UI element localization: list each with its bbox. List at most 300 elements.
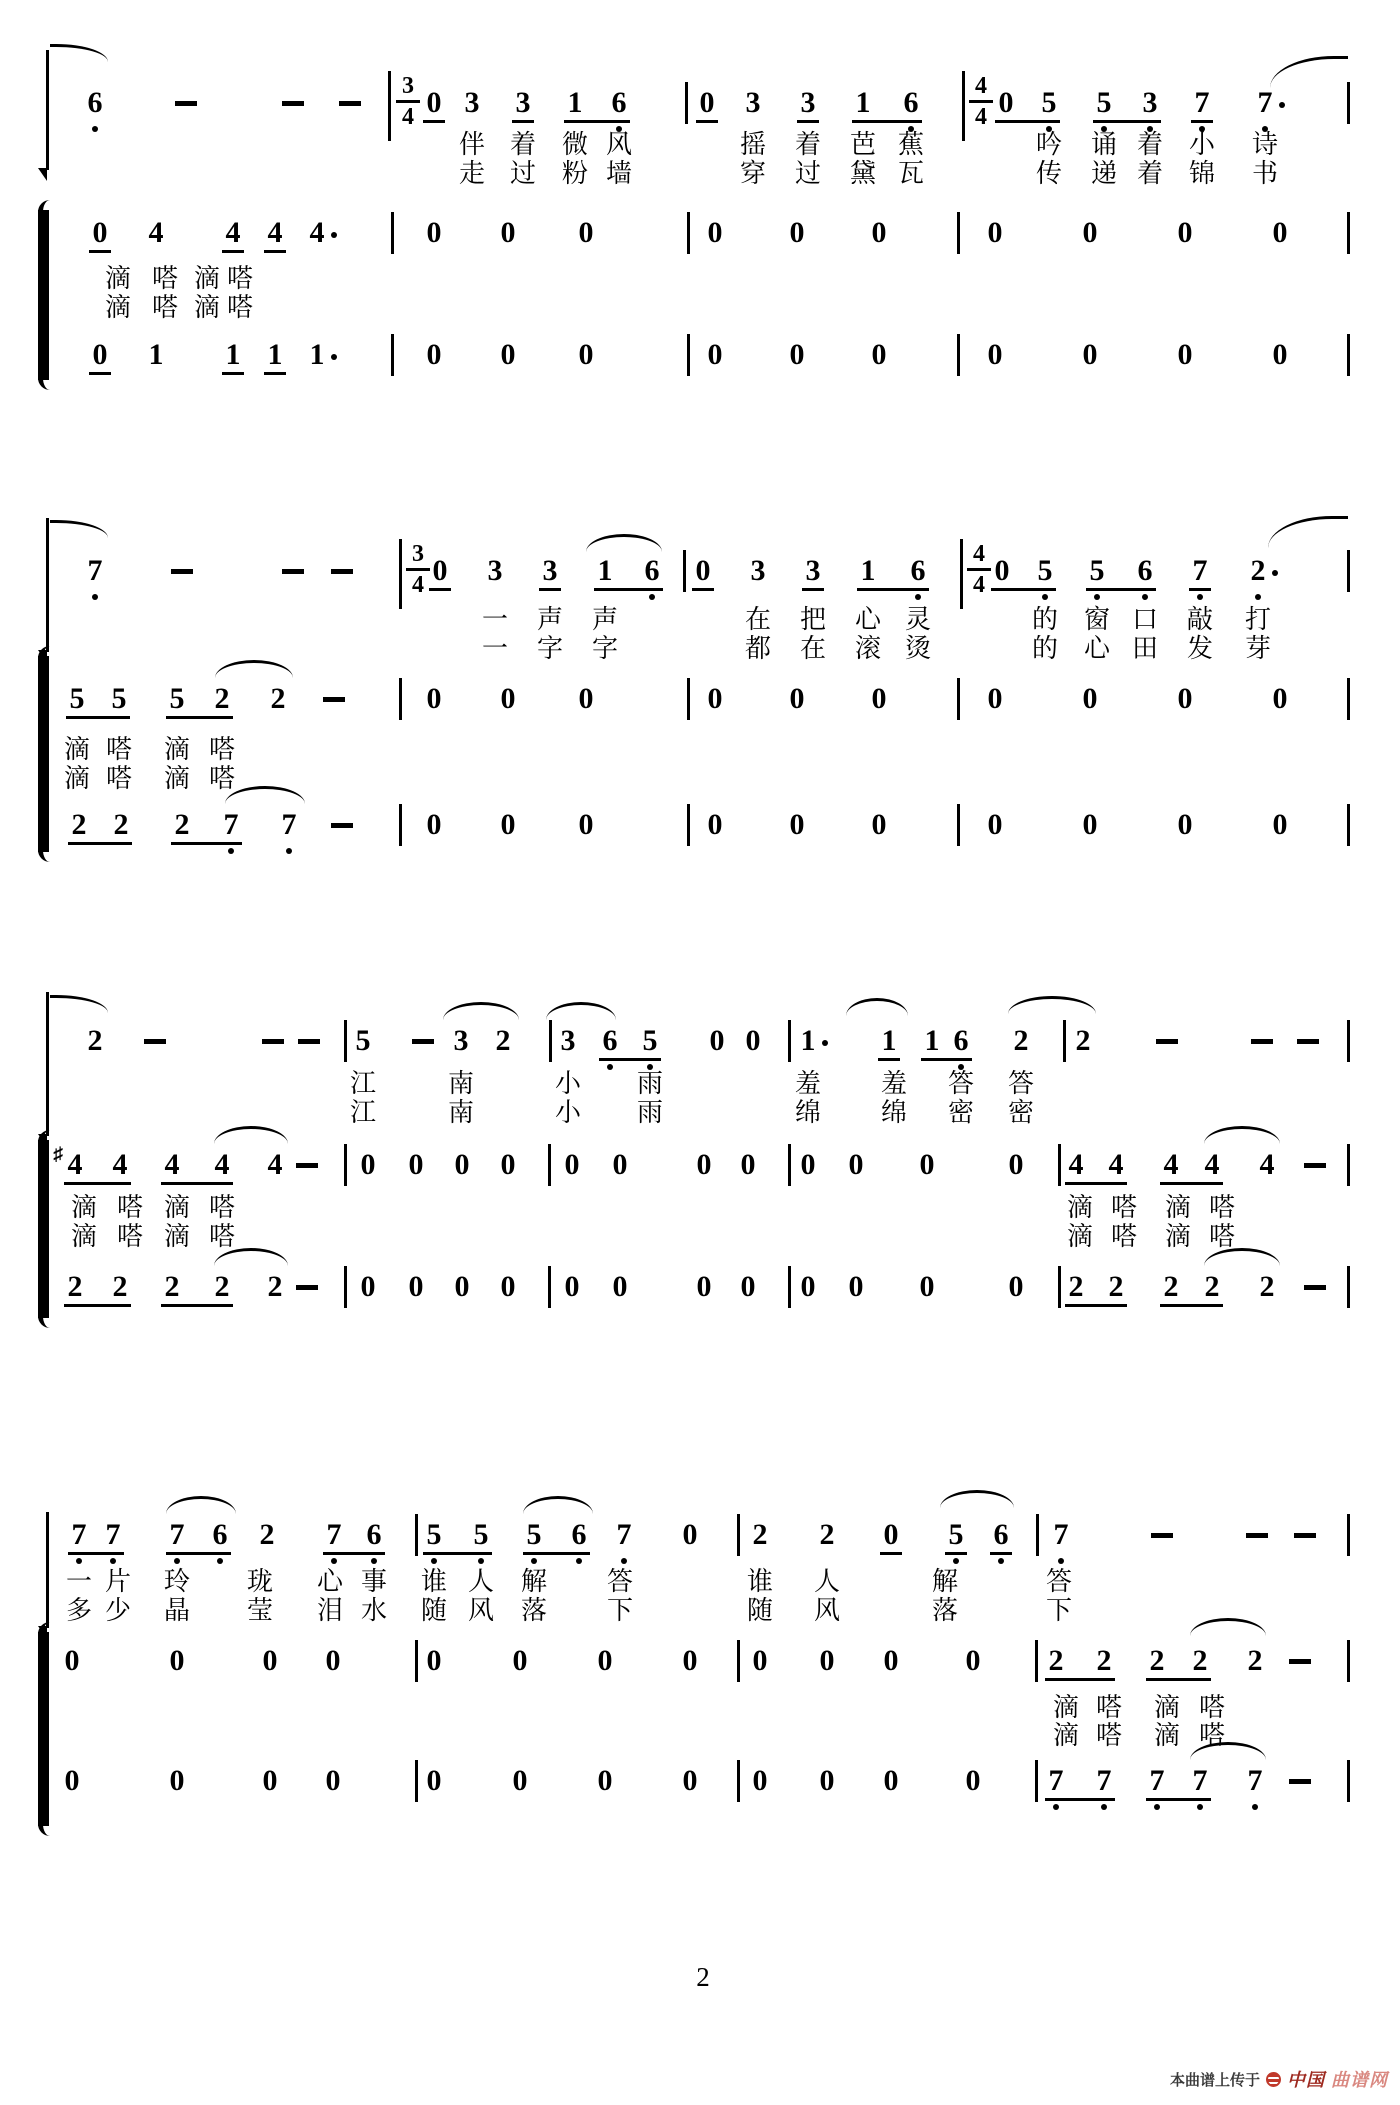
lyric-char: 嗒 bbox=[1208, 1193, 1236, 1222]
lyric-char: 绵 bbox=[794, 1098, 822, 1127]
eighth-underline bbox=[1093, 120, 1161, 123]
barline bbox=[1347, 678, 1350, 720]
barline bbox=[1035, 1640, 1038, 1682]
site-name-primary: 中国 bbox=[1287, 2070, 1325, 2090]
octave-dot-below bbox=[1197, 1804, 1203, 1810]
lyric-char: 嗒 bbox=[151, 293, 179, 322]
eighth-underline bbox=[423, 120, 445, 123]
lyric-char: 着 bbox=[509, 130, 537, 159]
note-number: 4 bbox=[1204, 1148, 1220, 1181]
octave-dot-below bbox=[1053, 1804, 1059, 1810]
time-sig-denominator: 4 bbox=[975, 104, 987, 130]
barline bbox=[1347, 1266, 1350, 1308]
lyric-char: 走 bbox=[458, 159, 486, 188]
rest-number: 0 bbox=[262, 1764, 278, 1797]
lyric-char: 口 bbox=[1131, 605, 1159, 634]
lyric-char: 滴 bbox=[163, 735, 191, 764]
eighth-underline bbox=[1160, 1182, 1223, 1185]
eighth-underline bbox=[1189, 588, 1211, 591]
note-number: 4 bbox=[225, 216, 241, 249]
lyric-char: 随 bbox=[420, 1596, 448, 1625]
rest-number: 0 bbox=[512, 1764, 528, 1797]
lyric-char: 声 bbox=[591, 605, 619, 634]
duration-dash bbox=[1304, 1163, 1326, 1168]
lyric-char: 落 bbox=[520, 1596, 548, 1625]
note-number: 2 bbox=[1108, 1270, 1124, 1303]
time-sig-numerator: 4 bbox=[975, 73, 987, 99]
lyric-char: 字 bbox=[591, 634, 619, 663]
rest-number: 0 bbox=[408, 1270, 424, 1303]
lyric-char: 嗒 bbox=[208, 735, 236, 764]
barline bbox=[344, 1144, 347, 1186]
octave-dot-below bbox=[1252, 1804, 1258, 1810]
rest-number: 0 bbox=[819, 1644, 835, 1677]
rest-number: 0 bbox=[1082, 808, 1098, 841]
duration-dash bbox=[144, 1039, 166, 1044]
time-signature bbox=[966, 73, 996, 130]
site-name-secondary: 曲谱网 bbox=[1331, 2070, 1388, 2090]
note-number: 2 bbox=[71, 808, 87, 841]
octave-dot-below bbox=[1094, 594, 1100, 600]
eighth-underline bbox=[1086, 588, 1156, 591]
lyric-char: 滴 bbox=[70, 1222, 98, 1251]
lyric-char: 风 bbox=[467, 1596, 495, 1625]
rest-number: 0 bbox=[965, 1644, 981, 1677]
rest-number: 0 bbox=[426, 682, 442, 715]
note-number: 7 bbox=[1247, 1764, 1263, 1797]
lyric-char: 珑 bbox=[246, 1567, 274, 1596]
eighth-underline bbox=[539, 588, 561, 591]
rest-number: 0 bbox=[707, 216, 723, 249]
barline bbox=[549, 1020, 552, 1062]
site-footer bbox=[1170, 2066, 1388, 2092]
eighth-underline bbox=[696, 120, 718, 123]
note-number: 6 bbox=[644, 554, 660, 587]
rest-number: 0 bbox=[871, 808, 887, 841]
augmentation-dot bbox=[822, 1040, 828, 1046]
lyric-char: 一 bbox=[481, 605, 509, 634]
lyric-char: 密 bbox=[947, 1098, 975, 1127]
eighth-underline bbox=[89, 250, 111, 253]
barline bbox=[391, 212, 394, 254]
rest-number: 0 bbox=[848, 1270, 864, 1303]
slur-arc bbox=[443, 1002, 519, 1021]
rest-number: 0 bbox=[789, 682, 805, 715]
barline bbox=[399, 804, 402, 846]
eighth-underline bbox=[161, 1304, 233, 1307]
rest-number: 0 bbox=[597, 1644, 613, 1677]
note-number: 2 bbox=[113, 808, 129, 841]
lyric-char: 小 bbox=[554, 1098, 582, 1127]
octave-dot-below bbox=[1042, 594, 1048, 600]
barline bbox=[548, 1144, 551, 1186]
rest-number: 0 bbox=[752, 1644, 768, 1677]
lyric-char: 答 bbox=[1045, 1567, 1073, 1596]
barline bbox=[1058, 1144, 1061, 1186]
rest-number: 0 bbox=[500, 682, 516, 715]
note-number: 2 bbox=[1250, 554, 1266, 587]
eighth-underline bbox=[1045, 1798, 1115, 1801]
lyric-char: 的 bbox=[1031, 605, 1059, 634]
lyric-char: 在 bbox=[744, 605, 772, 634]
lyric-char: 穿 bbox=[739, 159, 767, 188]
note-number: 6 bbox=[910, 554, 926, 587]
eighth-underline bbox=[921, 1058, 972, 1061]
lyric-char: 嗒 bbox=[1110, 1193, 1138, 1222]
rest-number: 0 bbox=[612, 1148, 628, 1181]
note-number: 3 bbox=[464, 86, 480, 119]
slur-arc bbox=[214, 1126, 288, 1145]
eighth-underline bbox=[222, 250, 244, 253]
note-number: 4 bbox=[1108, 1148, 1124, 1181]
lyric-char: 蕉 bbox=[897, 130, 925, 159]
note-number: 5 bbox=[642, 1024, 658, 1057]
lyric-char: 莹 bbox=[246, 1596, 274, 1625]
duration-dash bbox=[175, 101, 197, 106]
note-number: 3 bbox=[805, 554, 821, 587]
eighth-underline bbox=[1045, 1678, 1115, 1681]
lyric-char: 嗒 bbox=[151, 264, 179, 293]
lyric-char: 滴 bbox=[163, 764, 191, 793]
rest-number: 0 bbox=[1082, 682, 1098, 715]
octave-dot-below bbox=[478, 1558, 484, 1564]
lyric-char: 心 bbox=[316, 1567, 344, 1596]
note-number: 4 bbox=[112, 1148, 128, 1181]
note-number: 7 bbox=[1257, 86, 1273, 119]
rest-number: 0 bbox=[564, 1270, 580, 1303]
lyric-char: 密 bbox=[1007, 1098, 1035, 1127]
lyric-char: 滴 bbox=[1052, 1721, 1080, 1750]
barline bbox=[1347, 1020, 1350, 1062]
rest-number: 0 bbox=[578, 338, 594, 371]
lyric-char: 南 bbox=[447, 1069, 475, 1098]
rest-number: 0 bbox=[1008, 1270, 1024, 1303]
rest-number: 0 bbox=[819, 1764, 835, 1797]
rest-number: 0 bbox=[432, 554, 448, 587]
rest-number: 0 bbox=[998, 86, 1014, 119]
lyric-char: 滴 bbox=[104, 293, 132, 322]
duration-dash bbox=[1304, 1285, 1326, 1290]
lyric-char: 嗒 bbox=[1198, 1693, 1226, 1722]
note-number: 7 bbox=[1149, 1764, 1165, 1797]
slur-arc bbox=[546, 1002, 616, 1021]
lyric-char: 微 bbox=[561, 130, 589, 159]
lyric-char: 的 bbox=[1031, 634, 1059, 663]
rest-number: 0 bbox=[578, 216, 594, 249]
rest-number: 0 bbox=[696, 1148, 712, 1181]
barline bbox=[1347, 804, 1350, 846]
rest-number: 0 bbox=[92, 338, 108, 371]
note-number: 7 bbox=[616, 1518, 632, 1551]
note-number: 3 bbox=[745, 86, 761, 119]
lyric-char: 瓦 bbox=[897, 159, 925, 188]
note-number: 7 bbox=[169, 1518, 185, 1551]
barline bbox=[1036, 1514, 1039, 1556]
accompaniment-bracket bbox=[38, 656, 46, 852]
barline bbox=[683, 550, 686, 592]
barline bbox=[788, 1266, 791, 1308]
rest-number: 0 bbox=[682, 1764, 698, 1797]
rest-number: 0 bbox=[789, 338, 805, 371]
rest-number: 0 bbox=[1008, 1148, 1024, 1181]
lyric-char: 滴 bbox=[1066, 1193, 1094, 1222]
rest-number: 0 bbox=[800, 1270, 816, 1303]
rest-number: 0 bbox=[752, 1764, 768, 1797]
barline bbox=[1347, 212, 1350, 254]
duration-dash bbox=[1246, 1533, 1268, 1538]
augmentation-dot bbox=[1279, 102, 1285, 108]
note-number: 5 bbox=[526, 1518, 542, 1551]
lyric-char: 人 bbox=[467, 1567, 495, 1596]
eighth-underline bbox=[1146, 1798, 1211, 1801]
duration-dash bbox=[331, 823, 353, 828]
rest-number: 0 bbox=[987, 682, 1003, 715]
system-left-line-lower bbox=[46, 210, 49, 380]
lyric-char: 烫 bbox=[904, 634, 932, 663]
barline-tall bbox=[960, 539, 963, 609]
rest-number: 0 bbox=[408, 1148, 424, 1181]
eighth-underline bbox=[878, 1058, 900, 1061]
lyric-char: 羞 bbox=[794, 1069, 822, 1098]
barline bbox=[1347, 550, 1350, 592]
rest-number: 0 bbox=[871, 338, 887, 371]
octave-dot-below bbox=[228, 848, 234, 854]
note-number: 4 bbox=[1163, 1148, 1179, 1181]
octave-dot-below bbox=[286, 848, 292, 854]
lyric-char: 滴 bbox=[1153, 1693, 1181, 1722]
note-number: 5 bbox=[1096, 86, 1112, 119]
lyric-char: 墙 bbox=[605, 159, 633, 188]
octave-dot-below bbox=[1058, 1558, 1064, 1564]
eighth-underline bbox=[423, 1552, 492, 1555]
rest-number: 0 bbox=[325, 1644, 341, 1677]
slur-arc bbox=[215, 660, 293, 679]
barline bbox=[737, 1760, 740, 1802]
slur-arc bbox=[523, 1496, 593, 1515]
lyric-char: 风 bbox=[813, 1596, 841, 1625]
duration-dash bbox=[1297, 1039, 1319, 1044]
lyric-char: 滚 bbox=[854, 634, 882, 663]
eighth-underline bbox=[161, 1182, 233, 1185]
barline bbox=[737, 1640, 740, 1682]
note-number: 2 bbox=[67, 1270, 83, 1303]
eighth-underline bbox=[852, 120, 922, 123]
lyric-char: 在 bbox=[799, 634, 827, 663]
barline bbox=[344, 1020, 347, 1062]
time-signature bbox=[964, 541, 994, 598]
duration-dash bbox=[331, 569, 353, 574]
octave-dot-below bbox=[953, 1558, 959, 1564]
lyric-char: 解 bbox=[931, 1567, 959, 1596]
barline bbox=[687, 678, 690, 720]
rest-number: 0 bbox=[426, 216, 442, 249]
barline bbox=[1347, 82, 1350, 124]
duration-dash bbox=[171, 569, 193, 574]
tie-arc bbox=[1270, 56, 1348, 95]
rest-number: 0 bbox=[740, 1148, 756, 1181]
lyric-char: 都 bbox=[744, 634, 772, 663]
note-number: 2 bbox=[752, 1518, 768, 1551]
system-left-line-lower bbox=[46, 656, 49, 852]
eighth-underline bbox=[66, 716, 130, 719]
barline-tall bbox=[399, 539, 402, 609]
note-number: 4 bbox=[1068, 1148, 1084, 1181]
note-number: 7 bbox=[1096, 1764, 1112, 1797]
rest-number: 0 bbox=[500, 216, 516, 249]
note-number: 1 bbox=[148, 338, 164, 371]
time-sig-divider bbox=[396, 100, 420, 103]
rest-number: 0 bbox=[800, 1148, 816, 1181]
note-number: 4 bbox=[267, 1148, 283, 1181]
octave-dot-below bbox=[431, 1558, 437, 1564]
note-number: 5 bbox=[111, 682, 127, 715]
eighth-underline bbox=[945, 1552, 967, 1555]
barline bbox=[1347, 334, 1350, 376]
note-number: 2 bbox=[1192, 1644, 1208, 1677]
barline bbox=[415, 1640, 418, 1682]
note-number: 4 bbox=[148, 216, 164, 249]
music-site-logo-icon bbox=[1266, 2072, 1281, 2087]
barline bbox=[788, 1020, 791, 1062]
lyric-char: 嗒 bbox=[116, 1193, 144, 1222]
lyric-char: 心 bbox=[854, 605, 882, 634]
lyric-char: 雨 bbox=[636, 1098, 664, 1127]
slur-arc bbox=[1190, 1618, 1266, 1637]
slur-arc bbox=[1008, 996, 1096, 1015]
lyric-char: 嗒 bbox=[1198, 1721, 1226, 1750]
rest-number: 0 bbox=[871, 682, 887, 715]
note-number: 2 bbox=[1048, 1644, 1064, 1677]
note-number: 3 bbox=[515, 86, 531, 119]
duration-dash bbox=[1289, 1659, 1311, 1664]
note-number: 2 bbox=[819, 1518, 835, 1551]
eighth-underline bbox=[64, 1182, 131, 1185]
barline bbox=[957, 804, 960, 846]
note-number: 6 bbox=[366, 1518, 382, 1551]
note-number: 6 bbox=[1137, 554, 1153, 587]
time-sig-divider bbox=[967, 568, 991, 571]
accompaniment-bracket bbox=[38, 1140, 46, 1318]
octave-dot-below bbox=[92, 126, 98, 132]
note-number: 2 bbox=[112, 1270, 128, 1303]
system-left-line bbox=[46, 992, 49, 1136]
octave-dot-below bbox=[217, 1558, 223, 1564]
system-left-line-lower bbox=[46, 1632, 49, 1826]
barline bbox=[399, 678, 402, 720]
lyric-char: 滴 bbox=[63, 735, 91, 764]
rest-number: 0 bbox=[883, 1518, 899, 1551]
duration-dash bbox=[323, 697, 345, 702]
lyric-char: 人 bbox=[813, 1567, 841, 1596]
rest-number: 0 bbox=[426, 338, 442, 371]
note-number: 6 bbox=[602, 1024, 618, 1057]
barline bbox=[415, 1514, 418, 1556]
octave-dot-below bbox=[76, 1558, 82, 1564]
duration-dash bbox=[412, 1039, 434, 1044]
rest-number: 0 bbox=[1272, 338, 1288, 371]
rest-number: 0 bbox=[1177, 808, 1193, 841]
lyric-char: 小 bbox=[1188, 130, 1216, 159]
rest-number: 0 bbox=[360, 1270, 376, 1303]
barline-tall bbox=[388, 71, 391, 141]
eighth-underline bbox=[1160, 1304, 1223, 1307]
eighth-underline bbox=[991, 588, 1056, 591]
eighth-underline bbox=[1191, 120, 1213, 123]
lyric-char: 谁 bbox=[420, 1567, 448, 1596]
note-number: 5 bbox=[473, 1518, 489, 1551]
lyric-char: 把 bbox=[799, 605, 827, 634]
eighth-underline bbox=[429, 588, 451, 591]
octave-dot-below bbox=[607, 1064, 613, 1070]
rest-number: 0 bbox=[64, 1644, 80, 1677]
rest-number: 0 bbox=[682, 1518, 698, 1551]
slur-arc bbox=[586, 534, 662, 553]
eighth-underline bbox=[166, 1552, 231, 1555]
lyric-char: 嗒 bbox=[226, 293, 254, 322]
barline bbox=[1347, 1514, 1350, 1556]
duration-dash bbox=[296, 1285, 318, 1290]
rest-number: 0 bbox=[919, 1148, 935, 1181]
system-left-line bbox=[46, 518, 49, 652]
note-number: 7 bbox=[326, 1518, 342, 1551]
lyric-char: 嗒 bbox=[226, 264, 254, 293]
rest-number: 0 bbox=[696, 1270, 712, 1303]
rest-number: 0 bbox=[426, 808, 442, 841]
octave-dot-below bbox=[531, 1558, 537, 1564]
barline bbox=[687, 212, 690, 254]
time-sig-denominator: 4 bbox=[412, 572, 424, 598]
rest-number: 0 bbox=[987, 216, 1003, 249]
slur-arc bbox=[50, 995, 108, 1016]
eighth-underline bbox=[995, 120, 1060, 123]
note-number: 7 bbox=[281, 808, 297, 841]
lyric-char: 诵 bbox=[1090, 130, 1118, 159]
rest-number: 0 bbox=[500, 808, 516, 841]
lyric-char: 黛 bbox=[849, 159, 877, 188]
note-number: 5 bbox=[355, 1024, 371, 1057]
rest-number: 0 bbox=[707, 682, 723, 715]
lyric-char: 诗 bbox=[1251, 130, 1279, 159]
lyric-char: 滴 bbox=[193, 264, 221, 293]
note-number: 5 bbox=[69, 682, 85, 715]
duration-dash bbox=[298, 1039, 320, 1044]
lyric-char: 小 bbox=[554, 1069, 582, 1098]
note-number: 3 bbox=[487, 554, 503, 587]
note-number: 4 bbox=[267, 216, 283, 249]
lyric-char: 灵 bbox=[904, 605, 932, 634]
duration-dash bbox=[296, 1163, 318, 1168]
time-signature bbox=[393, 73, 423, 130]
octave-dot-below bbox=[174, 1558, 180, 1564]
note-number: 4 bbox=[164, 1148, 180, 1181]
note-number: 5 bbox=[1037, 554, 1053, 587]
lyric-char: 滴 bbox=[1164, 1222, 1192, 1251]
barline bbox=[788, 1144, 791, 1186]
note-number: 7 bbox=[1048, 1764, 1064, 1797]
barline bbox=[548, 1266, 551, 1308]
lyric-char: 羞 bbox=[880, 1069, 908, 1098]
lyric-char: 芭 bbox=[849, 130, 877, 159]
note-number: 2 bbox=[214, 1270, 230, 1303]
slur-arc bbox=[1204, 1126, 1280, 1145]
rest-number: 0 bbox=[325, 1764, 341, 1797]
barline bbox=[1347, 1144, 1350, 1186]
eighth-underline bbox=[264, 372, 286, 375]
time-sig-denominator: 4 bbox=[973, 572, 985, 598]
slur-arc bbox=[50, 520, 108, 541]
rest-number: 0 bbox=[262, 1644, 278, 1677]
lyric-char: 江 bbox=[349, 1069, 377, 1098]
